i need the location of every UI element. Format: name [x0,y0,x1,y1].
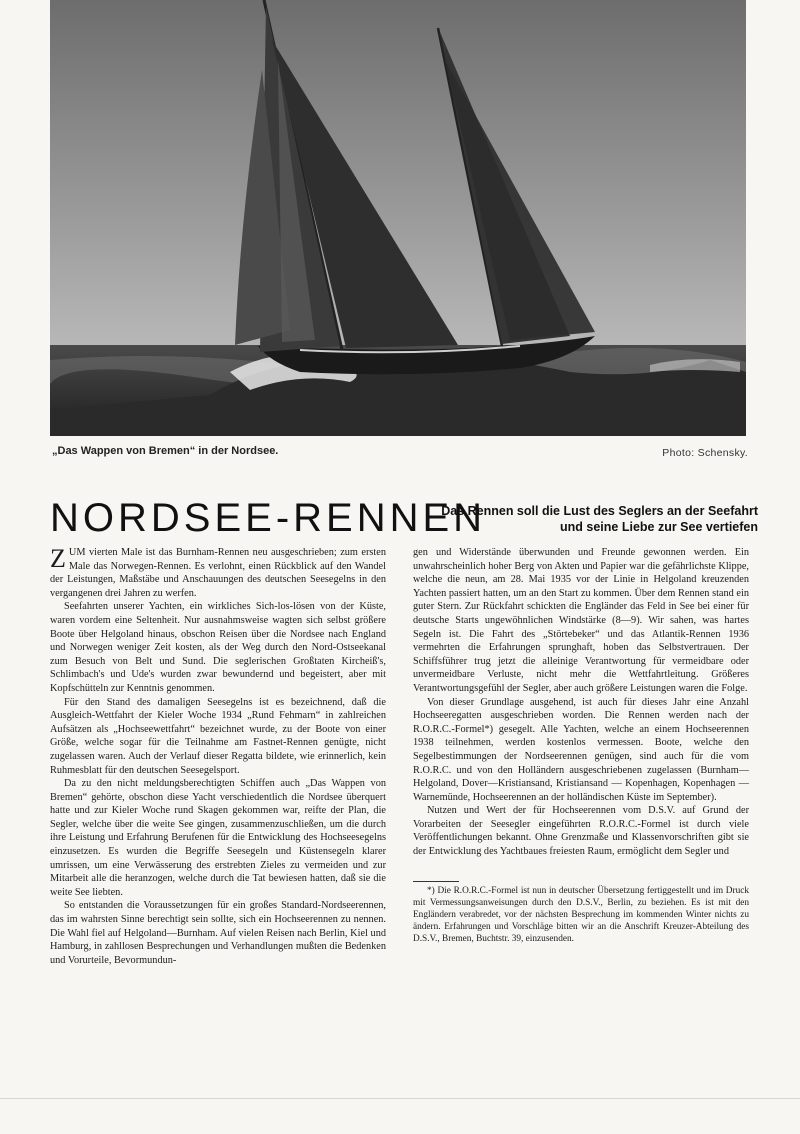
article-column-right [413,546,749,946]
footnote [413,885,749,946]
paragraph: ZUM vierten Male ist das Burnham-Rennen neu ausgeschrieben; zum ersten Male das Norwegen-Rennen. Es verlohnt, einen Rückblick auf den Wandel der Leistungen, Maßstäbe und Anschauungen des deutschen Seesegelns in den vergangenen drei Jahren zu werfen. [50,544,386,599]
article-column-left [50,546,386,967]
sailing-yacht-illustration [50,0,746,436]
yacht-photo [50,0,746,436]
drop-cap: Z [50,544,66,573]
paragraph: Von dieser Grundlage ausgehend, ist auch für dieses Jahr eine Anzahl Hochseeregatten ausgeschrieben worden. Die Rennen werden nach der R.O.R.C.-Formel*) gesegelt. Alle Yachten, welche an einem Hochseerennen 1938 teilnehmen, werden kostenlos vermessen. Boote, welche den Segelbestimmungen der Nordseerennen genügen, sind auch für die vom R.O.R.C. und von den Holländern ausgeschriebenen zugelassen (Burnham—Helgoland, Dover—Kristiansand, Kristiansand — Kopenhagen, Kopenhagen — Warnemünde, Hochseerennen an der holländischen Küste im September). [413,696,749,803]
paragraph: Seefahrten unserer Yachten, ein wirkliches Sich-los-lösen von der Küste, waren vordem eine Seltenheit. Nur ausnahmsweise wagten sich selbst größere Boote über Helgoland hinaus, obschon Reisen über die Nordsee nach England und Norwegen weniger Zeit kosten, als der Weg durch den Nord-Ostseekanal zum Besuch von Belt und Sund. Die seglerischen Großtaten Kircheiß's, Schlimbach's und Ude's wurden zwar bewundernd und begeistert, aber mit Kopfschütteln zur Kenntnis genommen. [50,601,386,694]
paragraph: Nutzen und Wert der für Hochseerennen vom D.S.V. auf Grund der Vorarbeiten der Seesegler eingeführten R.O.R.C.-Formel ist durch viele Veröffentlichungen bekannt. Ohne Grenzmaße und Klassenvorschriften gibt sie der Entwicklung des Yachtbaues freiesten Raum, ermöglicht dem Segler und [413,805,749,858]
article-headline: NORDSEE-RENNEN [50,496,487,540]
article-subhead: Das Rennen soll die Lust des Seglers an der Seefahrt und seine Liebe zur See vertiefen [441,504,758,534]
paragraph: Da zu den nicht meldungsberechtigten Schiffen auch „Das Wappen von Bremen“ gehörte, obschon diese Yacht verschiedentlich die Nordsee überquert hatte und zur Kieler Woche rund Skagen gekommen war, reifte der Plan, die Segler, welche über die weite See gingen, zusammenzuschließen, um die durch ihre Leistung und Erfahrung Berufenen für die Entwicklung des Hochseesegelns einzusetzen. Es wurden die Begriffe Seesegeln und Küstensegeln klarer umrissen, um eine Verwässerung des erstrebten Zieles zu vermeiden und zur Mitarbeit alle die heranzogen, welche durch die Tat bewiesen hatten, daß sie die weite See liebten. [50,778,386,898]
paragraph: Für den Stand des damaligen Seesegelns ist es bezeichnend, daß die Ausgleich-Wettfahrt der Kieler Woche 1934 „Rund Fehmarn“ in zahlreichen Aufsätzen als „Hochseewettfahrt“ bezeichnet wurde, zu der Boote von einer Größe, welche sogar für die Teilnahme am Fastnet-Rennen genügte, nicht zugelassen waren. Auch der Verlauf dieser Regatta bildete, wie erinnerlich, kein Ruhmesblatt für den deutschen Seesegelsport. [50,696,386,776]
paragraph: So entstanden die Voraussetzungen für ein großes Standard-Nordseerennen, das im wahrsten Sinne berechtigt sein sollte, sich ein Hochseerennen zu nennen. Die Wahl fiel auf Helgoland—Burnham. Auf vielen Reisen nach Berlin, Kiel und Hamburg, in zahllosen Besprechungen und Verhandlungen mußten die Bedenken und Vorurteile, Bevormundun- [50,900,386,966]
footnote-divider [413,881,459,882]
paragraph: gen und Widerstände überwunden und Freunde gewonnen werden. Ein unwahrscheinlich hoher Berg von Akten und Papier war die gefährlichste Klippe, welche die neun, am 28. Mai 1935 vor der Linie in Helgoland kreuzenden Yachten passiert hatten, um an den Start zu kommen. Über dem Rennen stand ein guter Stern. Zur Rückfahrt schickten die Engländer das Feld in See bei einer für deutsche Starts ungewöhnlichen Windstärke (8—9). Wir sahen, was hartes Segeln ist. Die Fahrt des „Störtebeker“ und das Atlantik-Rennen 1936 vermehrten die Erfahrungen sprunghaft, hoben das Selbstvertrauen. Der Schiffsführer trug jetzt die alleinige Verantwortung für vermeidbare oder unvermeidbare Verluste, nicht mehr die Wettfahrtleitung. Größeres Verantwortungsgefühl der Segler, aber auch größere Leistungen waren die Folge. [413,547,749,694]
page-edge-divider [0,1098,800,1099]
photo-caption: „Das Wappen von Bremen“ in der Nordsee. [52,445,279,457]
photo-credit: Photo: Schensky. [662,447,748,459]
footnote-text: *) Die R.O.R.C.-Formel ist nun in deutscher Übersetzung fertiggestellt und im Druck mit Vermessungsanweisungen durch den D.S.V., Berlin, zu beziehen. Es ist mit den Engländern verabredet, vor der nächsten Besprechung im kommenden Winter nichts zu ändern. Erfahrungen und Vorschläge bitten wir an die Anschrift Kreuzer-Abteilung des D.S.V., Bremen, Buchtstr. 39, einzusenden. [413,885,749,945]
